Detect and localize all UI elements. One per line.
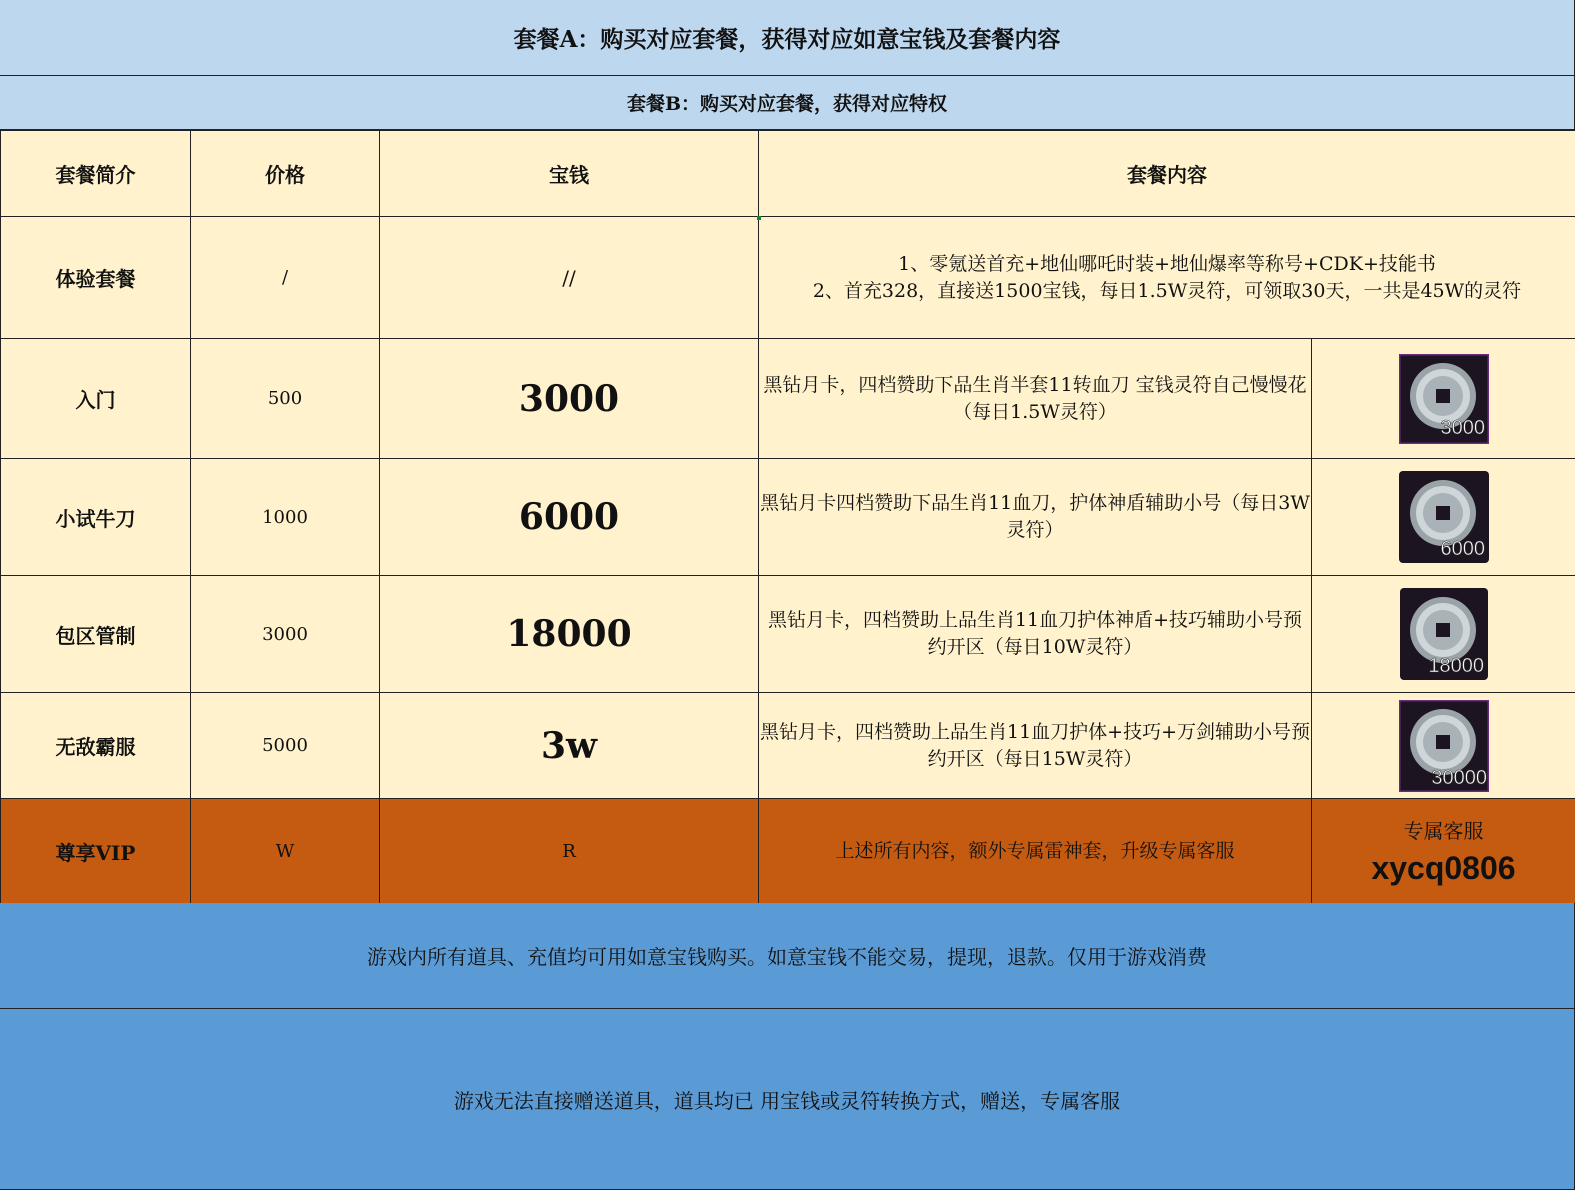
column-header-intro: 套餐简介 <box>1 131 191 217</box>
coin-label: 6000 <box>1440 538 1485 560</box>
coin-icon <box>1400 588 1488 680</box>
package-price: 1000 <box>191 459 380 576</box>
package-content-line1: 1、零氪送首充+地仙哪吒时装+地仙爆率等称号+CDK+技能书 <box>898 252 1436 275</box>
note-gift: 游戏无法直接赠送道具，道具均已 用宝钱或灵符转换方式，赠送，专属客服 <box>0 1009 1575 1190</box>
coin-label: 30000 <box>1430 766 1487 789</box>
service-cell <box>1312 799 1575 904</box>
table-header-row <box>1 131 1575 217</box>
coin-image-cell <box>1312 576 1575 693</box>
package-content: 黑钻月卡，四档赞助下品生肖半套11转血刀 宝钱灵符自己慢慢花（每日1.5W灵符） <box>759 339 1312 459</box>
package-coins: 3w <box>380 693 759 799</box>
package-content: 黑钻月卡四档赞助下品生肖11血刀，护体神盾辅助小号（每日3W灵符） <box>759 459 1312 576</box>
package-coins: // <box>380 217 759 339</box>
coin-icon <box>1399 354 1489 444</box>
package-content <box>759 217 1575 339</box>
coin-label: 3000 <box>1440 416 1485 439</box>
package-name: 小试牛刀 <box>1 459 191 576</box>
package-coins: 6000 <box>380 459 759 576</box>
package-price: / <box>191 217 380 339</box>
package-coins: 18000 <box>380 576 759 693</box>
table-row <box>1 459 1575 576</box>
table-row <box>1 339 1575 459</box>
package-name: 体验套餐 <box>1 217 191 339</box>
table-row <box>1 693 1575 799</box>
package-a-title: 套餐A：购买对应套餐，获得对应如意宝钱及套餐内容 <box>0 0 1575 76</box>
package-table <box>0 130 1575 904</box>
package-price: 3000 <box>191 576 380 693</box>
package-name: 入门 <box>1 339 191 459</box>
coin-icon <box>1399 471 1489 563</box>
package-name: 尊享VIP <box>1 799 191 904</box>
package-b-title: 套餐B：购买对应套餐，获得对应特权 <box>0 76 1575 130</box>
package-content: 黑钻月卡，四档赞助上品生肖11血刀护体神盾+技巧辅助小号预约开区（每日10W灵符） <box>759 576 1312 693</box>
coin-image-cell <box>1312 693 1575 799</box>
package-price: 500 <box>191 339 380 459</box>
table-row-vip <box>1 799 1575 904</box>
coin-image-cell <box>1312 459 1575 576</box>
coin-label: 18000 <box>1427 655 1484 677</box>
package-name: 无敌霸服 <box>1 693 191 799</box>
cell-marker <box>757 216 761 220</box>
service-id: xycq0806 <box>1371 850 1516 886</box>
coin-icon <box>1399 700 1489 792</box>
table-row-trial <box>1 217 1575 339</box>
table-row <box>1 576 1575 693</box>
package-price: W <box>191 799 380 904</box>
column-header-coins: 宝钱 <box>380 131 759 217</box>
note-purchase: 游戏内所有道具、充值均可用如意宝钱购买。如意宝钱不能交易，提现，退款。仅用于游戏消费 <box>0 903 1575 1009</box>
column-header-content: 套餐内容 <box>759 131 1575 217</box>
package-content: 上述所有内容，额外专属雷神套，升级专属客服 <box>759 799 1312 904</box>
package-coins: R <box>380 799 759 904</box>
package-price: 5000 <box>191 693 380 799</box>
package-content: 黑钻月卡，四档赞助上品生肖11血刀护体+技巧+万剑辅助小号预约开区（每日15W灵符） <box>759 693 1312 799</box>
coin-image-cell <box>1312 339 1575 459</box>
column-header-price: 价格 <box>191 131 380 217</box>
service-label: 专属客服 <box>1403 819 1484 843</box>
package-coins: 3000 <box>380 339 759 459</box>
package-name: 包区管制 <box>1 576 191 693</box>
package-content-line2: 2、首充328，直接送1500宝钱，每日1.5W灵符，可领取30天，一共是45W的灵符 <box>812 279 1522 302</box>
